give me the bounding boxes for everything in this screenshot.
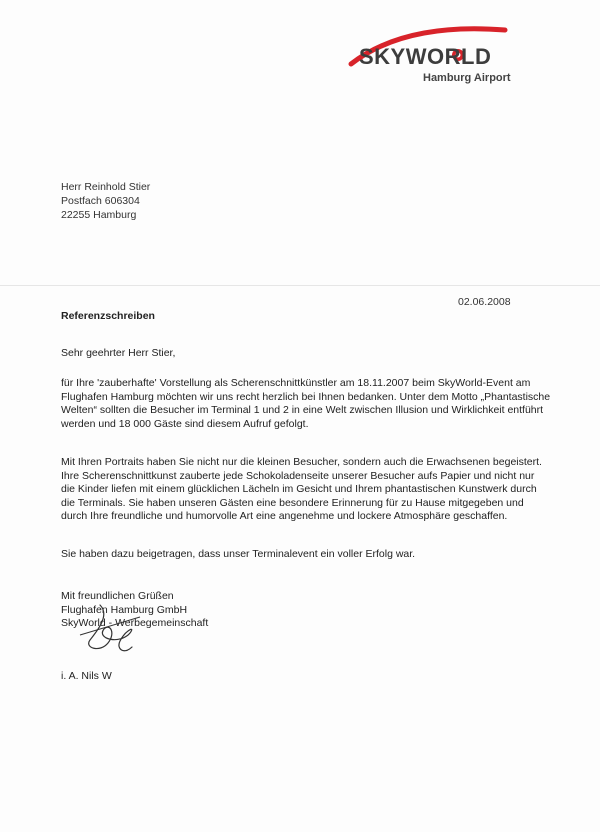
- recipient-name: Herr Reinhold Stier: [61, 181, 151, 193]
- letter-subject: Referenzschreiben: [61, 310, 155, 322]
- recipient-street: Postfach 606304: [61, 195, 140, 207]
- paragraph-text: Mit Ihren Portraits haben Sie nicht nur die kleinen Besucher, sondern auch die Erwachsenen begeistert. Ihre Scherenschnittkunst zauberte jede Schokoladenseite unserer Besucher aufs Papier und nicht nur die Kinder liefen mit einem glücklichen Lächeln im Gesicht und Ihrem phantastischen Kunstwerk durch die Terminals. Sie haben unseren Gästen eine besondere Erinnerung für zu Hause mitgegeben und durch Ihre freundliche und humorvolle Art eine angenehme und lockere Atmosphäre geschaffen.: [61, 456, 542, 522]
- closing-department: SkyWorld - Werbegemeinschaft: [61, 617, 209, 629]
- handwritten-signature-icon: [70, 595, 150, 665]
- closing-company: Flughafen Hamburg GmbH: [61, 603, 188, 616]
- fold-line: [0, 285, 600, 286]
- letter-date: 02.06.2008: [458, 296, 511, 308]
- paragraph-text: für Ihre 'zauberhafte' Vorstellung als Scherenschnittkünstler am 18.11.2007 beim SkyWorld-Event am Flughafen Hamburg möchten wir uns recht herzlich bei Ihnen bedanken. Unter dem Motto „Phantastische Welten“ sollten die Besucher im Terminal 1 und 2 in eine Welt zwischen Illusion und Wirklichkeit entführt werden und 18 000 Gäste sind diesem Aufruf gefolgt.: [61, 377, 551, 430]
- recipient-city: 22255 Hamburg: [61, 209, 137, 221]
- logo-subtitle: Hamburg Airport: [423, 72, 511, 84]
- paragraph-1: [61, 377, 551, 431]
- paragraph-3: [61, 548, 551, 562]
- skyworld-logo: [345, 24, 515, 88]
- paragraph-2: [61, 456, 551, 524]
- paragraph-text: Sie haben dazu beigetragen, dass unser Terminalevent ein voller Erfolg war.: [61, 548, 416, 560]
- recipient-address: [61, 180, 150, 222]
- salutation: [61, 347, 551, 361]
- signer-name: i. A. Nils W: [61, 670, 112, 682]
- salutation-text: Sehr geehrter Herr Stier,: [61, 347, 176, 359]
- closing-greeting: Mit freundlichen Grüßen: [61, 590, 174, 602]
- logo-wordmark: SKYWORLD: [359, 44, 492, 69]
